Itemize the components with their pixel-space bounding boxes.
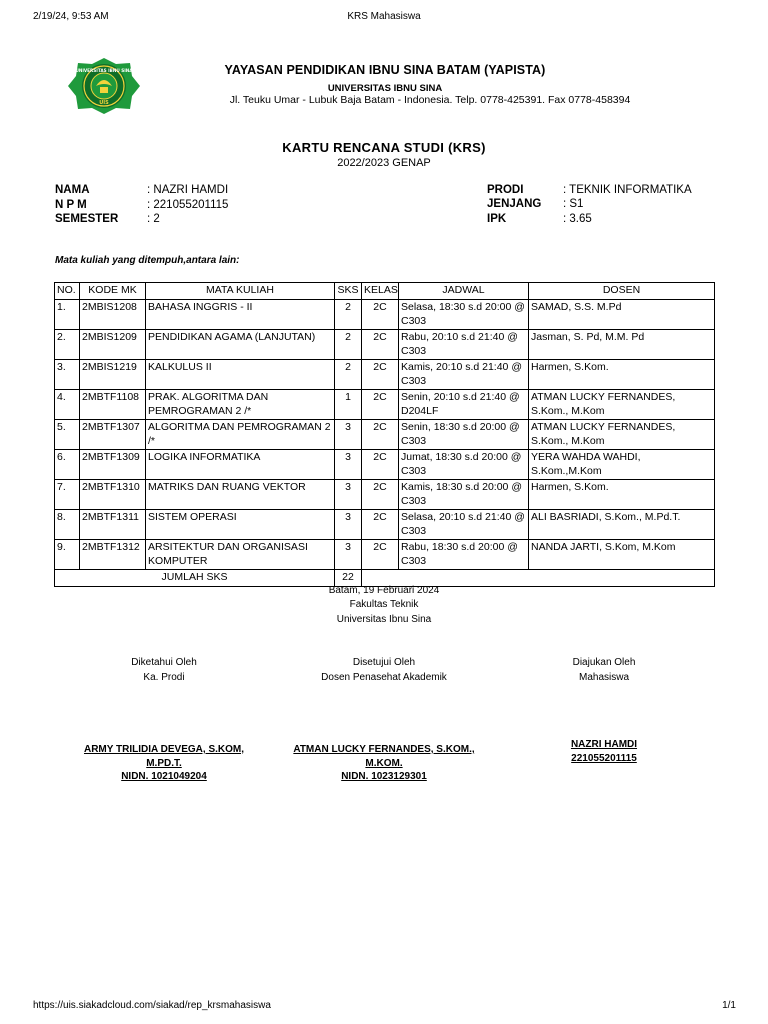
- cell-course: ALGORITMA DAN PEMROGRAMAN 2 /*: [146, 420, 335, 450]
- cell-sks: 2: [335, 300, 362, 330]
- cell-course: LOGIKA INFORMATIKA: [146, 450, 335, 480]
- cell-no: 1.: [55, 300, 80, 330]
- jenjang-value: : S1: [563, 198, 584, 210]
- table-row: [55, 300, 715, 330]
- cell-sks: 2: [335, 360, 362, 390]
- logo-text: UNIVERSITAS IBNU SINA: [75, 68, 133, 73]
- cell-kelas: 2C: [362, 540, 399, 570]
- table-header-row: [55, 283, 715, 300]
- cell-code: 2MBIS1208: [80, 300, 146, 330]
- header-code: KODE MK: [80, 283, 146, 300]
- cell-jadwal: Selasa, 18:30 s.d 20:00 @ C303: [399, 300, 529, 330]
- cell-code: 2MBTF1311: [80, 510, 146, 540]
- university-logo-icon: [66, 56, 142, 116]
- print-footer-page: 1/1: [722, 1000, 736, 1011]
- cell-kelas: 2C: [362, 480, 399, 510]
- student-submitted-by: Diajukan Oleh: [572, 657, 636, 668]
- table-row: [55, 330, 715, 360]
- cell-kelas: 2C: [362, 390, 399, 420]
- cell-jadwal: Senin, 18:30 s.d 20:00 @ C303: [399, 420, 529, 450]
- university-address: Jl. Teuku Umar - Lubuk Baja Batam - Indonesia. Telp. 0778-425391. Fax 0778-458394: [229, 94, 631, 106]
- cell-dosen: NANDA JARTI, S.Kom, M.Kom: [529, 540, 715, 570]
- total-sks: 22: [335, 570, 362, 587]
- ipk-label: IPK: [487, 213, 507, 225]
- cell-no: 6.: [55, 450, 80, 480]
- print-footer-url: https://uis.siakadcloud.com/siakad/rep_krsmahasiswa: [33, 1000, 271, 1011]
- cell-course: PENDIDIKAN AGAMA (LANJUTAN): [146, 330, 335, 360]
- cell-jadwal: Jumat, 18:30 s.d 20:00 @ C303: [399, 450, 529, 480]
- cell-kelas: 2C: [362, 330, 399, 360]
- semester-label: SEMESTER: [55, 213, 119, 225]
- table-row: [55, 540, 715, 570]
- cell-dosen: YERA WAHDA WAHDI, S.Kom.,M.Kom: [529, 450, 715, 480]
- prodi-signer-name: [64, 743, 264, 784]
- header-course: MATA KULIAH: [146, 283, 335, 300]
- cell-kelas: 2C: [362, 420, 399, 450]
- prodi-label: PRODI: [487, 184, 524, 196]
- advisor-signer-name-line1: ATMAN LUCKY FERNANDES, S.KOM.,: [293, 744, 475, 755]
- cell-kelas: 2C: [362, 300, 399, 330]
- header-dosen: DOSEN: [529, 283, 715, 300]
- table-total-row: [55, 570, 715, 587]
- cell-sks: 2: [335, 330, 362, 360]
- total-empty: [362, 570, 715, 587]
- document-period: 2022/2023 GENAP: [337, 157, 431, 169]
- university-logo: [66, 56, 142, 116]
- cell-jadwal: Senin, 20:10 s.d 21:40 @ D204LF: [399, 390, 529, 420]
- cell-code: 2MBTF1108: [80, 390, 146, 420]
- student-signer-name-line1: NAZRI HAMDI: [570, 739, 638, 750]
- ipk-value: : 3.65: [563, 213, 592, 225]
- cell-kelas: 2C: [362, 450, 399, 480]
- advisor-signer-name: [270, 743, 498, 784]
- cell-course: KALKULUS II: [146, 360, 335, 390]
- cell-code: 2MBTF1312: [80, 540, 146, 570]
- place-date: Batam, 19 Februari 2024: [328, 585, 440, 596]
- advisor-signer-id: NIDN. 1023129301: [341, 771, 427, 782]
- student-role: Mahasiswa: [578, 672, 630, 683]
- table-row: [55, 510, 715, 540]
- table-row: [55, 420, 715, 450]
- courses-intro: Mata kuliah yang ditempuh,antara lain:: [55, 255, 240, 266]
- cell-code: 2MBTF1307: [80, 420, 146, 450]
- cell-no: 7.: [55, 480, 80, 510]
- logo-abbr: UIS: [99, 100, 109, 106]
- prodi-known-by: Diketahui Oleh: [131, 657, 197, 668]
- cell-course: PRAK. ALGORITMA DAN PEMROGRAMAN 2 /*: [146, 390, 335, 420]
- courses-table: [54, 282, 715, 587]
- cell-jadwal: Kamis, 18:30 s.d 20:00 @ C303: [399, 480, 529, 510]
- cell-course: ARSITEKTUR DAN ORGANISASI KOMPUTER: [146, 540, 335, 570]
- table-row: [55, 390, 715, 420]
- cell-jadwal: Selasa, 20:10 s.d 21:40 @ C303: [399, 510, 529, 540]
- jenjang-label: JENJANG: [487, 198, 542, 210]
- cell-kelas: 2C: [362, 510, 399, 540]
- table-row: [55, 450, 715, 480]
- advisor-signer-name-line2: M.KOM.: [365, 757, 403, 769]
- university-signature-name: Universitas Ibnu Sina: [336, 614, 432, 625]
- table-row: [55, 360, 715, 390]
- cell-sks: 3: [335, 450, 362, 480]
- prodi-signer-name-line1: ARMY TRILIDIA DEVEGA, S.KOM,: [83, 744, 244, 755]
- table-row: [55, 480, 715, 510]
- cell-no: 2.: [55, 330, 80, 360]
- cell-course: BAHASA INGGRIS - II: [146, 300, 335, 330]
- print-header-date: 2/19/24, 9:53 AM: [33, 11, 109, 22]
- cell-code: 2MBTF1309: [80, 450, 146, 480]
- name-label: NAMA: [55, 184, 90, 196]
- document-title: KARTU RENCANA STUDI (KRS): [282, 140, 486, 155]
- cell-dosen: ATMAN LUCKY FERNANDES, S.Kom., M.Kom: [529, 390, 715, 420]
- cell-jadwal: Rabu, 20:10 s.d 21:40 @ C303: [399, 330, 529, 360]
- prodi-role: Ka. Prodi: [143, 672, 185, 683]
- student-signer-id: 221055201115: [571, 752, 637, 764]
- cell-no: 4.: [55, 390, 80, 420]
- cell-dosen: Harmen, S.Kom.: [529, 360, 715, 390]
- semester-value: : 2: [147, 213, 160, 225]
- npm-value: : 221055201115: [147, 199, 229, 211]
- prodi-value: : TEKNIK INFORMATIKA: [563, 184, 692, 196]
- cell-course: MATRIKS DAN RUANG VEKTOR: [146, 480, 335, 510]
- student-signer-name: [524, 738, 684, 765]
- cell-dosen: Harmen, S.Kom.: [529, 480, 715, 510]
- cell-no: 8.: [55, 510, 80, 540]
- faculty-name: Fakultas Teknik: [349, 599, 419, 610]
- print-header-title: KRS Mahasiswa: [347, 11, 421, 22]
- prodi-signer-id: NIDN. 1021049204: [121, 771, 207, 782]
- cell-sks: 3: [335, 420, 362, 450]
- cell-no: 3.: [55, 360, 80, 390]
- header-sks: SKS: [335, 283, 362, 300]
- cell-sks: 3: [335, 540, 362, 570]
- header-kelas: KELAS: [362, 283, 399, 300]
- header-jadwal: JADWAL: [399, 283, 529, 300]
- cell-dosen: ATMAN LUCKY FERNANDES, S.Kom., M.Kom: [529, 420, 715, 450]
- cell-code: 2MBTF1310: [80, 480, 146, 510]
- advisor-role: Dosen Penasehat Akademik: [321, 672, 447, 683]
- cell-code: 2MBIS1219: [80, 360, 146, 390]
- cell-code: 2MBIS1209: [80, 330, 146, 360]
- advisor-approved-by: Disetujui Oleh: [352, 657, 416, 668]
- cell-course: SISTEM OPERASI: [146, 510, 335, 540]
- cell-dosen: ALI BASRIADI, S.Kom., M.Pd.T.: [529, 510, 715, 540]
- cell-no: 9.: [55, 540, 80, 570]
- cell-dosen: Jasman, S. Pd, M.M. Pd: [529, 330, 715, 360]
- prodi-signer-name-line2: M.PD.T.: [146, 757, 182, 769]
- cell-sks: 1: [335, 390, 362, 420]
- university-name: UNIVERSITAS IBNU SINA: [327, 83, 443, 94]
- name-value: : NAZRI HAMDI: [147, 184, 229, 196]
- cell-jadwal: Rabu, 18:30 s.d 20:00 @ C303: [399, 540, 529, 570]
- header-no: NO.: [55, 283, 80, 300]
- cell-dosen: SAMAD, S.S. M.Pd: [529, 300, 715, 330]
- foundation-name: YAYASAN PENDIDIKAN IBNU SINA BATAM (YAPISTA): [224, 63, 546, 77]
- cell-kelas: 2C: [362, 360, 399, 390]
- cell-no: 5.: [55, 420, 80, 450]
- cell-jadwal: Kamis, 20:10 s.d 21:40 @ C303: [399, 360, 529, 390]
- total-label: JUMLAH SKS: [55, 570, 335, 587]
- cell-sks: 3: [335, 510, 362, 540]
- cell-sks: 3: [335, 480, 362, 510]
- npm-label: N P M: [55, 199, 87, 211]
